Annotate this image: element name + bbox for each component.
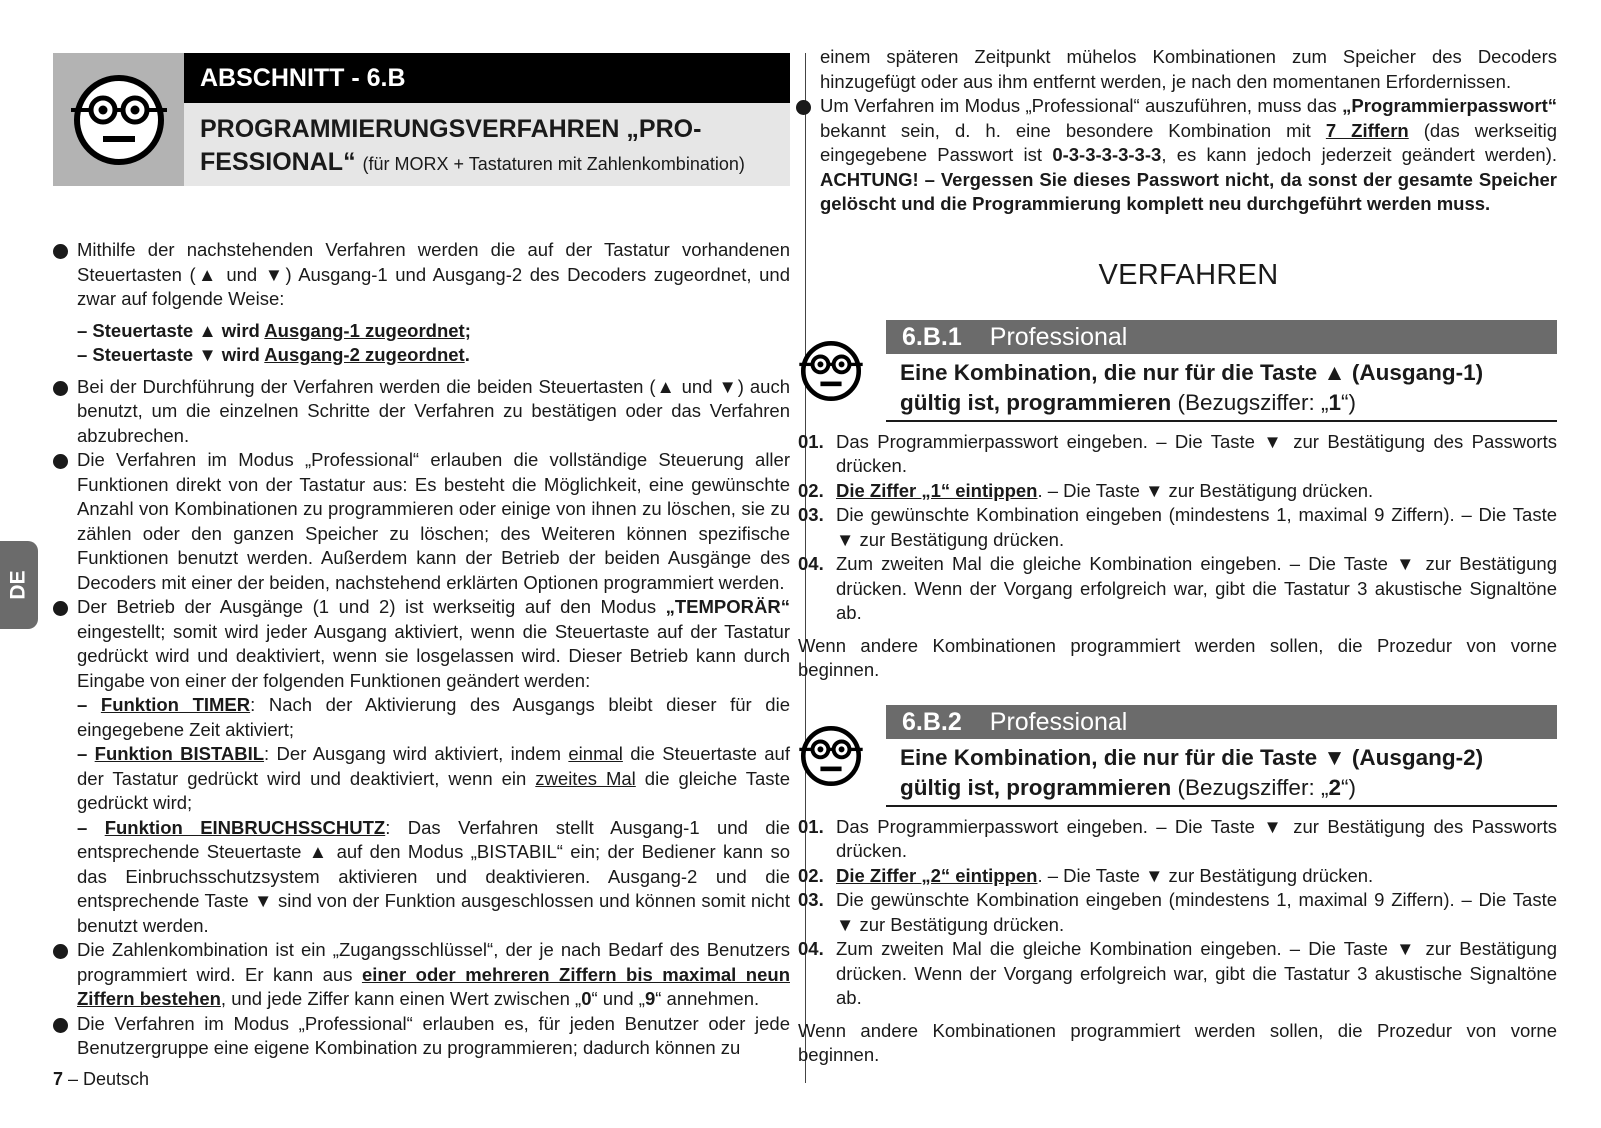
section-header — [53, 53, 790, 186]
procedure-block — [798, 705, 1557, 1068]
bullet-4: Der Betrieb der Ausgänge (1 und 2) ist werkseitig auf den Modus „TEMPORÄR“ eingestellt; somit wird jeder Ausgang aktiviert, wenn die Steuertaste auf der Tastatur gedrückt wird und deaktiviert, wenn sie losgelassen wird. Dieser Betrieb kann durch Eingabe von einer der folgenden Funktionen geändert werden: — [53, 595, 790, 693]
language-tab: DE — [0, 541, 38, 629]
step: 03. Die gewünschte Kombination eingeben (mindestens 1, maximal 9 Ziffern). – Die Taste ▼ zur Bestätigung drücken. — [798, 504, 1557, 550]
list-item: – Steuertaste ▲ wird Ausgang-1 zugeordnet; — [77, 319, 471, 341]
bullet-5: Die Zahlenkombination ist ein „Zugangsschlüssel“, der je nach Bedarf des Benutzers programmiert wird. Er kann aus einer oder mehreren Ziffern bis maximal neun Ziffern bestehen, und jede Ziffer kann einen Wert zwischen „0“ und „9“ annehmen. — [53, 938, 790, 1012]
right-body — [820, 45, 1557, 217]
step-list — [798, 430, 1557, 626]
step: 02. Die Ziffer „2“ eintippen. – Die Taste ▼ zur Bestätigung drücken. — [798, 864, 1374, 886]
left-body — [53, 238, 790, 1061]
list-item: – Steuertaste ▼ wird Ausgang-2 zugeordnet. — [77, 344, 470, 365]
function-einbruchsschutz: – Funktion EINBRUCHSSCHUTZ: Das Verfahren stellt Ausgang-1 und die entsprechende Steuertaste ▲ auf den Modus „BISTABIL“ ein; der Bediener kann so das Einbruchsschutzsystem aktivieren und deaktivieren. Ausgang-2 und die entsprechende Taste ▼ sind von der Funktion ausgeschlossen und können somit nicht benutzt werden. — [77, 816, 790, 936]
function-bistabil: – Funktion BISTABIL: Der Ausgang wird aktiviert, indem einmal die Steuertaste auf der Tastatur gedrückt wird und deaktiviert, wenn ein zweites Mal die gleiche Taste gedrückt wird; — [77, 743, 790, 813]
bullet-1: Mithilfe der nachstehenden Verfahren werden die auf der Tastatur vorhandenen Steuertasten (▲ und ▼) Ausgang-1 und Ausgang-2 des Decoders zugeordnet, und zwar auf folgende Weise: — [53, 238, 790, 312]
step: 02. Die Ziffer „1“ eintippen. – Die Taste ▼ zur Bestätigung drücken. — [798, 479, 1374, 501]
continued-text: einem späteren Zeitpunkt mühelos Kombinationen zum Speicher des Decoders hinzugefügt oder aus ihm entfernt werden, je nach den momentanen Erfordernissen. — [820, 46, 1557, 92]
procedure-block — [798, 320, 1557, 683]
step: 01. Das Programmierpasswort eingeben. – Die Taste ▼ zur Bestätigung des Passworts drücken. — [798, 430, 1557, 476]
procedure-note: Wenn andere Kombinationen programmiert werden sollen, die Prozedur von vorne beginnen. — [798, 1019, 1557, 1065]
procedure-title: Eine Kombination, die nur für die Taste ▼ (Ausgang-2) gültig ist, programmieren (Bezugsziffer: „2“) — [886, 739, 1557, 807]
left-column — [53, 53, 790, 1061]
face-icon — [798, 723, 864, 789]
bullet-2: Bei der Durchführung der Verfahren werden die beiden Steuertasten (▲ und ▼) auch benutzt, um die einzelnen Schritte der Verfahren zu bestätigen oder das Verfahren abzubrechen. — [53, 375, 790, 449]
output-assignment-list — [53, 319, 790, 368]
procedures-heading: VERFAHREN — [1098, 258, 1279, 291]
step: 04. Zum zweiten Mal die gleiche Kombination eingeben. – Die Taste ▼ zur Bestätigung drücken. Wenn der Vorgang erfolgreich war, gibt die Tastatur 3 akustische Signaltöne ab. — [798, 553, 1557, 623]
face-icon — [69, 70, 169, 170]
function-timer: – Funktion TIMER: Nach der Aktivierung des Ausgangs bleibt dieser für die eingegebene Zeit aktiviert; — [77, 694, 790, 740]
page-number: 7 — [53, 1069, 64, 1089]
procedure-bar: 6.B.2 Professional — [886, 705, 1557, 739]
bullet-7: Um Verfahren im Modus „Professional“ auszuführen, muss das „Programmierpasswort“ bekannt sein, d. h. eine besondere Kombination mit 7 Ziffern (das werkseitig eingegebene Passwort ist 0-3-3-3-3-3-3, es kann jedoch jederzeit geändert werden). ACHTUNG! – Vergessen Sie dieses Passwort nicht, da sonst der gesamte Speicher gelöscht und die Programmierung komplett neu durchgeführt werden muss. — [796, 94, 1557, 217]
procedure-note: Wenn andere Kombinationen programmiert werden sollen, die Prozedur von vorne beginnen. — [798, 634, 1557, 680]
bullet-3: Die Verfahren im Modus „Professional“ erlauben die vollständige Steuerung aller Funktionen direkt von der Tastatur aus: Es besteht die Möglichkeit, eine gewünschte Anzahl von Kombinationen zu programmieren oder einige von ihnen zu löschen, sie zu zählen oder den ganzen Speicher zu löschen; des Weiteren können spezifische Funktionen benutzt werden. Außerdem kann der Betrieb der beiden Ausgänge des Decoders mit einer der beiden, nachstehend erklärten Optionen programmiert werden. — [53, 448, 790, 595]
step: 04. Zum zweiten Mal die gleiche Kombination eingeben. – Die Taste ▼ zur Bestätigung drücken. Wenn der Vorgang erfolgreich war, gibt die Tastatur 3 akustische Signaltöne ab. — [798, 938, 1557, 1008]
step: 01. Das Programmierpasswort eingeben. – Die Taste ▼ zur Bestätigung des Passworts drücken. — [798, 815, 1557, 861]
procedure-bar: 6.B.1 Professional — [886, 320, 1557, 354]
section-label: ABSCHNITT - 6.B — [184, 53, 790, 103]
step-list — [798, 815, 1557, 1011]
footer-language: Deutsch — [83, 1069, 150, 1089]
right-column — [798, 45, 1558, 1068]
face-icon-wrap — [798, 705, 886, 807]
procedure-title: Eine Kombination, die nur für die Taste ▲ (Ausgang-1) gültig ist, programmieren (Bezugsziffer: „1“) — [886, 354, 1557, 422]
section-title: PROGRAMMIERUNGSVERFAHREN „PRO-FESSIONAL“ (für MORX + Tastaturen mit Zahlenkombination) — [184, 103, 790, 186]
face-icon — [798, 338, 864, 404]
page-footer: 7 – Deutsch — [53, 1069, 150, 1089]
face-icon-box — [53, 53, 184, 186]
face-icon-wrap — [798, 320, 886, 422]
bullet-6: Die Verfahren im Modus „Professional“ erlauben es, für jeden Benutzer oder jede Benutzergruppe eine eigene Kombination zu programmieren; dadurch können zu — [53, 1012, 790, 1061]
step: 03. Die gewünschte Kombination eingeben (mindestens 1, maximal 9 Ziffern). – Die Taste ▼ zur Bestätigung drücken. — [798, 889, 1557, 935]
